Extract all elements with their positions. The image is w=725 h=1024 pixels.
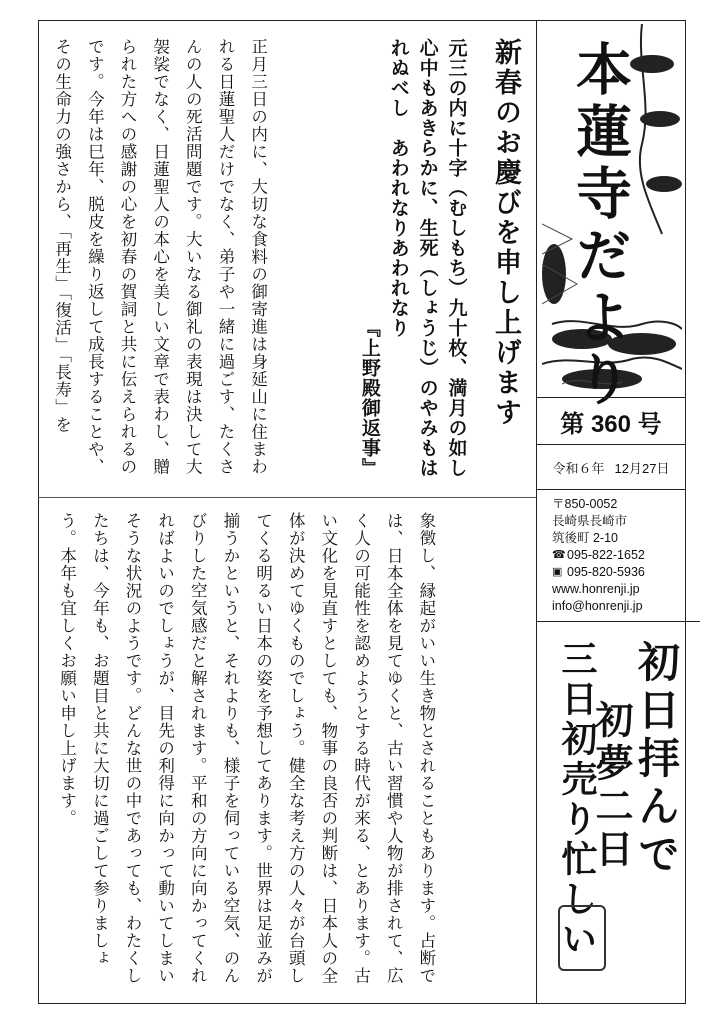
newsletter-title: 本蓮寺だより <box>567 40 633 412</box>
column-divider <box>536 20 537 1004</box>
fax-number: 095-820-5936 <box>567 565 645 579</box>
issue-number: 第 360 号 <box>536 397 686 445</box>
new-year-heading: 新春のお慶びを申し上げます <box>490 38 522 428</box>
fax-icon: ▣ <box>552 566 563 578</box>
address-line-2: 筑後町 2-10 <box>552 531 618 545</box>
calligraphy-line-3: 三日初売り忙しい <box>556 640 598 960</box>
artist-seal <box>558 905 606 971</box>
section-divider <box>38 497 536 498</box>
email-link[interactable]: info@honrenji.jp <box>552 599 643 613</box>
date-day: 12月27日 <box>614 460 670 476</box>
phone-icon: ☎ <box>552 549 566 561</box>
article-lower: 象徴し、縁起がいい生き物とされることもあります。占断では、日本全体を見てゆくと、古い習慣や人物が排されて、広く人の可能性を認めようとする時代が来る、とあります。古い文化を見直すとしても、物事の良否の判断は、日本人の全体が決めてゆくものでしょう。健全な考え方の人々が台頭してくる明るい日本の姿を予想してあります。世界は足並みが揃うかというと、それよりも、様子を伺っている空気、のんびりした空気感だと解されます。平和の方向に向かってくれればよいのでしょうが、目先の利得に向かって動いてしまいそうな状況のようです。どんな世の中であっても、わたくしたちは、今年も、お題目と共に大切に過ごして参りましょう。本年も宜しくお願い申し上げます。 <box>57 512 436 985</box>
postal-code: 〒850-0052 <box>552 497 618 511</box>
article-upper: 正月三日の内に、大切な食料の御寄進は身延山に住まわれる日蓮聖人だけでなく、弟子や一緒に過ごす、たくさんの人の死活問題です。大いなる御礼の表現は決して大袈裟でなく、日蓮聖人の本心を美しい文章で表わし、贈られた方への感謝の心を初春の賀詞と共に伝えられるのです。今年は巳年、脱皮を繰り返して成長することや、その生命力の強さから、「再生」「復活」「長寿」を <box>52 38 268 476</box>
contact-divider <box>536 621 700 622</box>
quote-source: 『上野殿御返事』 <box>358 318 381 478</box>
website-link[interactable]: www.honrenji.jp <box>552 582 640 596</box>
scripture-quote <box>355 38 471 478</box>
phone-number: 095-822-1652 <box>567 548 645 562</box>
calligraphy-line-1: 初日拝んで <box>632 640 681 880</box>
address-line-1: 長崎県長崎市 <box>552 514 628 528</box>
fax-row <box>552 564 684 581</box>
quote-text: 元三の内に十字（むしもち）九十枚、満月の如し心中もあきらかに、生死（しょうじ）のやみもはれぬべし あわれなりあわれなり <box>387 38 468 478</box>
contact-block <box>552 496 684 622</box>
phone-row <box>552 547 684 564</box>
calligraphy-line-2: 初夢二日 <box>589 700 634 872</box>
issue-date <box>536 445 686 490</box>
date-era: 令和６年 <box>552 460 605 476</box>
